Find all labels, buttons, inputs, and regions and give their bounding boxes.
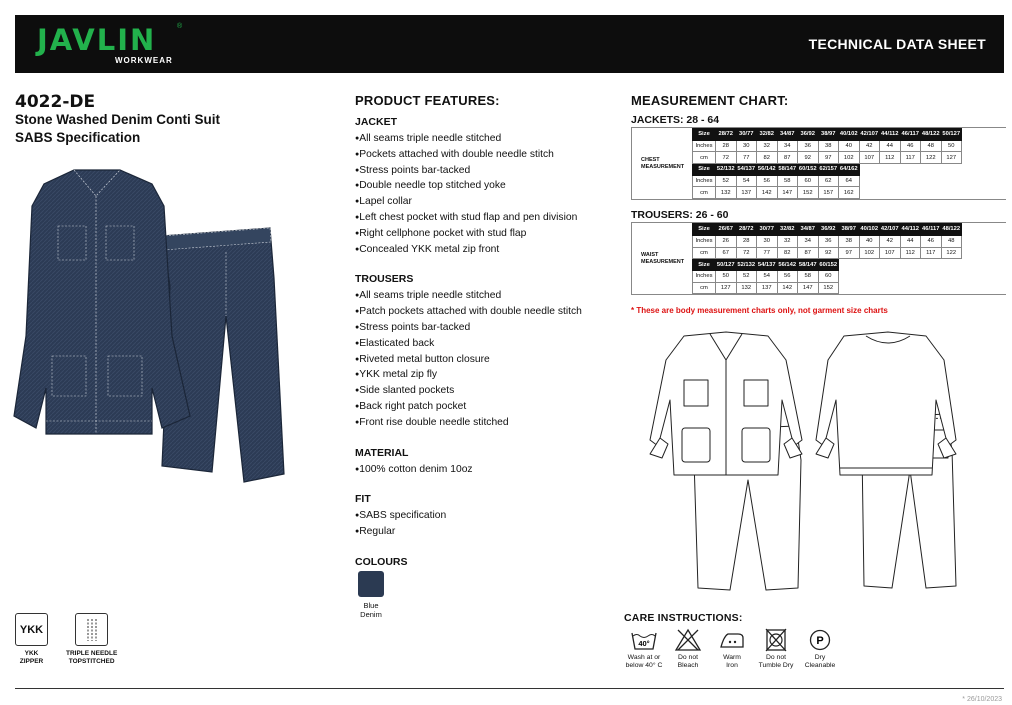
- table-cell: 62: [818, 175, 839, 187]
- table-cell: 32: [777, 235, 798, 247]
- row-label-cell: Inches: [693, 175, 716, 187]
- table-cell: 26: [716, 235, 737, 247]
- list-item: ● YKK metal zip fly: [355, 367, 615, 383]
- empty-cell: [900, 282, 921, 294]
- table-cell: 58: [777, 175, 798, 187]
- table-cell: 48/122: [921, 129, 942, 141]
- trousers-features: [355, 288, 615, 430]
- row-label-cell: Size: [693, 164, 716, 176]
- fit-title: FIT: [355, 493, 371, 506]
- empty-cell: [941, 187, 962, 199]
- table-cell: 40/102: [839, 129, 860, 141]
- table-cell: 46/117: [900, 129, 921, 141]
- waist-measurement-label: [632, 223, 692, 294]
- list-item: ● Patch pockets attached with double needle stitch: [355, 304, 615, 320]
- table-cell: 52/132: [736, 259, 757, 271]
- table-cell: 46: [900, 140, 921, 152]
- care-caption-line1: Do not: [765, 654, 787, 661]
- technical-sketch: [626, 330, 966, 593]
- table-cell: 36/92: [818, 224, 839, 236]
- badge-caption-line2: TOPSTITCHED: [68, 658, 115, 665]
- revision-date: * 26/10/2023: [962, 696, 1002, 703]
- measurement-chart: [631, 93, 1006, 295]
- table-cell: 40/102: [859, 224, 880, 236]
- table-cell: 28/72: [736, 224, 757, 236]
- table-cell: 97: [839, 247, 860, 259]
- table-cell: 30/77: [736, 129, 757, 141]
- care-caption-line1: Warm: [723, 654, 741, 661]
- empty-cell: [921, 164, 942, 176]
- empty-cell: [921, 175, 942, 187]
- ykk-zipper-badge: [15, 613, 48, 666]
- table-cell: 77: [736, 152, 757, 164]
- row-label-cell: cm: [693, 187, 716, 199]
- care-item: [800, 628, 840, 670]
- empty-cell: [839, 282, 860, 294]
- trousers-title: TROUSERS: [355, 273, 414, 286]
- product-name: Stone Washed Denim Conti Suit: [15, 112, 221, 127]
- table-cell: 50/127: [941, 129, 962, 141]
- badge-caption-line1: YKK: [24, 650, 39, 657]
- list-item: ● Lapel collar: [355, 194, 615, 210]
- table-cell: 152: [798, 187, 819, 199]
- care-caption-line2: Cleanable: [804, 662, 836, 669]
- badge-caption-line2: ZIPPER: [19, 658, 44, 665]
- list-item: ● SABS specification: [355, 508, 615, 524]
- table-row: [693, 259, 962, 271]
- colours-title: COLOURS: [355, 555, 408, 568]
- colour-name-line1: Blue: [363, 600, 379, 610]
- chest-measurement-label: [632, 128, 692, 199]
- colour-name-line2: Denim: [360, 609, 382, 619]
- table-cell: 64: [839, 175, 860, 187]
- trousers-title: TROUSERS: 26 - 60: [631, 209, 729, 222]
- empty-cell: [859, 259, 880, 271]
- material-features: [355, 462, 615, 478]
- colour-swatch-blue-denim: [358, 571, 384, 597]
- table-cell: 62/157: [818, 164, 839, 176]
- table-cell: 44: [880, 140, 901, 152]
- row-label-cell: Size: [693, 224, 716, 236]
- table-cell: 142: [777, 282, 798, 294]
- row-label-cell: Size: [693, 129, 716, 141]
- row-label-cell: cm: [693, 152, 716, 164]
- table-cell: 72: [716, 152, 737, 164]
- jackets-title: JACKETS: 28 - 64: [631, 114, 720, 126]
- table-cell: 48: [941, 235, 962, 247]
- table-cell: 137: [757, 282, 778, 294]
- list-item: ● All seams triple needle stitched: [355, 131, 615, 147]
- table-cell: 36: [798, 140, 819, 152]
- row-label-cell: Inches: [693, 270, 716, 282]
- empty-cell: [880, 175, 901, 187]
- table-row: [693, 270, 962, 282]
- list-item: ● Elasticated back: [355, 336, 615, 352]
- product-photo: [12, 166, 290, 492]
- ykk-zipper-icon: [15, 613, 48, 646]
- table-cell: 56/142: [757, 164, 778, 176]
- table-row: [693, 140, 962, 152]
- features-heading: PRODUCT FEATURES:: [355, 93, 500, 108]
- table-cell: 52: [736, 270, 757, 282]
- table-cell: 87: [798, 247, 819, 259]
- table-cell: 82: [777, 247, 798, 259]
- warm-iron-icon: [718, 628, 746, 652]
- table-cell: 48: [921, 140, 942, 152]
- table-cell: 147: [777, 187, 798, 199]
- empty-cell: [921, 259, 942, 271]
- feature-badges: [15, 613, 117, 666]
- table-cell: 42/107: [859, 129, 880, 141]
- table-cell: 28/72: [716, 129, 737, 141]
- table-cell: 32: [757, 140, 778, 152]
- jackets-chart: [631, 127, 1006, 200]
- table-cell: 38: [818, 140, 839, 152]
- table-cell: 56/142: [777, 259, 798, 271]
- table-cell: 87: [777, 152, 798, 164]
- table-cell: 60: [798, 175, 819, 187]
- table-cell: 58: [798, 270, 819, 282]
- table-cell: 56: [777, 270, 798, 282]
- table-cell: 58/147: [777, 164, 798, 176]
- table-cell: 92: [798, 152, 819, 164]
- care-caption-line1: Dry: [814, 654, 826, 661]
- table-cell: 46: [921, 235, 942, 247]
- table-cell: 34/87: [798, 224, 819, 236]
- table-row: [693, 187, 962, 199]
- table-cell: 38/97: [818, 129, 839, 141]
- care-item: [668, 628, 708, 670]
- care-caption-line2: Bleach: [677, 662, 699, 669]
- ykk-logo-text: YKK: [19, 623, 44, 636]
- care-item: [624, 628, 664, 670]
- header-bar: [15, 15, 1004, 73]
- table-cell: 30: [736, 140, 757, 152]
- row-label-cell: Size: [693, 259, 716, 271]
- table-cell: 54: [757, 270, 778, 282]
- empty-cell: [941, 164, 962, 176]
- table-cell: 54: [736, 175, 757, 187]
- row-label-cell: Inches: [693, 235, 716, 247]
- table-cell: 34/87: [777, 129, 798, 141]
- table-cell: 40: [839, 140, 860, 152]
- list-item: ● Stress points bar-tacked: [355, 163, 615, 179]
- row-label-cell: cm: [693, 247, 716, 259]
- table-cell: 38/97: [839, 224, 860, 236]
- fit-features: [355, 508, 615, 540]
- side-label-line2: MEASUREMENT: [641, 163, 685, 170]
- measurement-heading: MEASUREMENT CHART:: [631, 93, 789, 108]
- table-cell: 162: [839, 187, 860, 199]
- list-item: ● Regular: [355, 524, 615, 540]
- empty-cell: [880, 187, 901, 199]
- table-cell: 122: [941, 247, 962, 259]
- dry-clean-letter: P: [816, 635, 824, 647]
- table-cell: 102: [839, 152, 860, 164]
- table-cell: 36: [818, 235, 839, 247]
- list-item: ● Pockets attached with double needle stitch: [355, 147, 615, 163]
- empty-cell: [900, 175, 921, 187]
- row-label-cell: Inches: [693, 140, 716, 152]
- table-cell: 28: [736, 235, 757, 247]
- table-row: [693, 224, 962, 236]
- empty-cell: [859, 282, 880, 294]
- registered-mark: ®: [177, 23, 183, 30]
- do-not-bleach-icon: [674, 628, 702, 652]
- table-row: [693, 247, 962, 259]
- dry-clean-icon: [806, 628, 834, 652]
- trousers-table: [692, 223, 962, 294]
- badge-caption-line1: TRIPLE NEEDLE: [66, 650, 118, 657]
- care-item: [712, 628, 752, 670]
- table-cell: 32/82: [777, 224, 798, 236]
- document-title: TECHNICAL DATA SHEET: [808, 36, 986, 52]
- table-cell: 52/132: [716, 164, 737, 176]
- empty-cell: [839, 259, 860, 271]
- table-cell: 132: [716, 187, 737, 199]
- list-item: ● All seams triple needle stitched: [355, 288, 615, 304]
- table-cell: 50/127: [716, 259, 737, 271]
- table-cell: 52: [716, 175, 737, 187]
- empty-cell: [900, 164, 921, 176]
- list-item: ● Stress points bar-tacked: [355, 320, 615, 336]
- empty-cell: [900, 270, 921, 282]
- product-spec: SABS Specification: [15, 130, 141, 145]
- care-caption-line1: Do not: [677, 654, 698, 661]
- table-row: [693, 129, 962, 141]
- table-cell: 44/112: [900, 224, 921, 236]
- table-cell: 50: [716, 270, 737, 282]
- triple-needle-icon: [75, 613, 108, 646]
- colour-label: [355, 601, 387, 619]
- empty-cell: [921, 270, 942, 282]
- table-row: [693, 175, 962, 187]
- table-cell: 34: [798, 235, 819, 247]
- table-cell: 147: [798, 282, 819, 294]
- table-cell: 54/137: [736, 164, 757, 176]
- table-cell: 60: [818, 270, 839, 282]
- empty-cell: [941, 282, 962, 294]
- list-item: ● Left chest pocket with stud flap and pen division: [355, 210, 615, 226]
- table-cell: 132: [736, 282, 757, 294]
- product-features: [355, 93, 615, 619]
- table-cell: 137: [736, 187, 757, 199]
- list-item: ● Riveted metal button closure: [355, 352, 615, 368]
- brand-name: JAVLIN: [37, 23, 157, 57]
- list-item: ● Side slanted pockets: [355, 383, 615, 399]
- table-cell: 64/162: [839, 164, 860, 176]
- table-row: [693, 152, 962, 164]
- table-cell: 152: [818, 282, 839, 294]
- empty-cell: [880, 164, 901, 176]
- jackets-table: [692, 128, 962, 199]
- table-cell: 60/152: [818, 259, 839, 271]
- footer-divider: [15, 688, 1004, 689]
- empty-cell: [880, 270, 901, 282]
- list-item: ● Double needle top stitched yoke: [355, 178, 615, 194]
- table-row: [693, 282, 962, 294]
- table-cell: 112: [880, 152, 901, 164]
- table-cell: 127: [716, 282, 737, 294]
- table-cell: 40: [859, 235, 880, 247]
- size-chart-disclaimer: * These are body measurement charts only, not garment size charts: [631, 306, 888, 315]
- side-label-line2: MEASUREMENT: [641, 258, 685, 265]
- list-item: ● Right cellphone pocket with stud flap: [355, 226, 615, 242]
- triple-needle-badge: [66, 613, 117, 666]
- care-item: [756, 628, 796, 670]
- care-caption-line1: Wash at or: [627, 654, 661, 661]
- table-cell: 56: [757, 175, 778, 187]
- table-cell: 30: [757, 235, 778, 247]
- list-item: ● Back right patch pocket: [355, 399, 615, 415]
- care-instructions: [624, 612, 840, 670]
- table-cell: 117: [921, 247, 942, 259]
- care-caption-line2: Tumble Dry: [758, 662, 794, 669]
- empty-cell: [941, 175, 962, 187]
- table-cell: 82: [757, 152, 778, 164]
- empty-cell: [921, 282, 942, 294]
- table-cell: 42/107: [880, 224, 901, 236]
- table-cell: 26/67: [716, 224, 737, 236]
- empty-cell: [921, 187, 942, 199]
- table-cell: 48/122: [941, 224, 962, 236]
- table-cell: 44/112: [880, 129, 901, 141]
- table-cell: 42: [859, 140, 880, 152]
- do-not-tumble-dry-icon: [762, 628, 790, 652]
- brand-logo: [37, 23, 183, 65]
- care-caption-line2: below 40° C: [625, 662, 663, 669]
- table-cell: 28: [716, 140, 737, 152]
- empty-cell: [859, 270, 880, 282]
- table-cell: 117: [900, 152, 921, 164]
- care-caption-line2: Iron: [726, 662, 738, 669]
- table-row: [693, 235, 962, 247]
- table-cell: 97: [818, 152, 839, 164]
- wash-40-icon: [630, 628, 658, 652]
- table-cell: 122: [921, 152, 942, 164]
- table-cell: 36/92: [798, 129, 819, 141]
- table-cell: 107: [859, 152, 880, 164]
- table-cell: 34: [777, 140, 798, 152]
- jacket-features: [355, 131, 615, 257]
- badge-caption: [66, 650, 117, 666]
- table-cell: 107: [880, 247, 901, 259]
- table-cell: 30/77: [757, 224, 778, 236]
- product-code: 4022-DE: [15, 92, 96, 112]
- list-item: ● Front rise double needle stitched: [355, 415, 615, 431]
- list-item: ● 100% cotton denim 10oz: [355, 462, 615, 478]
- table-cell: 92: [818, 247, 839, 259]
- table-cell: 54/137: [757, 259, 778, 271]
- table-cell: 44: [900, 235, 921, 247]
- table-cell: 102: [859, 247, 880, 259]
- badge-caption: [20, 650, 43, 666]
- list-item: ● Concealed YKK metal zip front: [355, 242, 615, 258]
- row-label-cell: cm: [693, 282, 716, 294]
- brand-sub: WORKWEAR: [115, 56, 173, 65]
- table-cell: 60/152: [798, 164, 819, 176]
- table-cell: 72: [736, 247, 757, 259]
- empty-cell: [880, 259, 901, 271]
- table-cell: 42: [880, 235, 901, 247]
- empty-cell: [859, 175, 880, 187]
- side-label-line1: WAIST: [641, 251, 659, 258]
- empty-cell: [900, 259, 921, 271]
- table-cell: 67: [716, 247, 737, 259]
- table-cell: 77: [757, 247, 778, 259]
- empty-cell: [859, 187, 880, 199]
- table-cell: 38: [839, 235, 860, 247]
- jacket-title: JACKET: [355, 116, 398, 128]
- table-cell: 58/147: [798, 259, 819, 271]
- table-cell: 46/117: [921, 224, 942, 236]
- table-cell: 142: [757, 187, 778, 199]
- empty-cell: [900, 187, 921, 199]
- table-cell: 157: [818, 187, 839, 199]
- empty-cell: [859, 164, 880, 176]
- table-row: [693, 164, 962, 176]
- empty-cell: [839, 270, 860, 282]
- table-cell: 112: [900, 247, 921, 259]
- care-heading: CARE INSTRUCTIONS:: [624, 612, 743, 624]
- empty-cell: [941, 259, 962, 271]
- empty-cell: [880, 282, 901, 294]
- table-cell: 50: [941, 140, 962, 152]
- material-title: MATERIAL: [355, 446, 409, 459]
- trousers-chart: [631, 222, 1006, 295]
- side-label-line1: CHEST: [641, 156, 660, 163]
- table-cell: 127: [941, 152, 962, 164]
- table-cell: 32/82: [757, 129, 778, 141]
- wash-temp-text: 40°: [638, 639, 650, 648]
- empty-cell: [941, 270, 962, 282]
